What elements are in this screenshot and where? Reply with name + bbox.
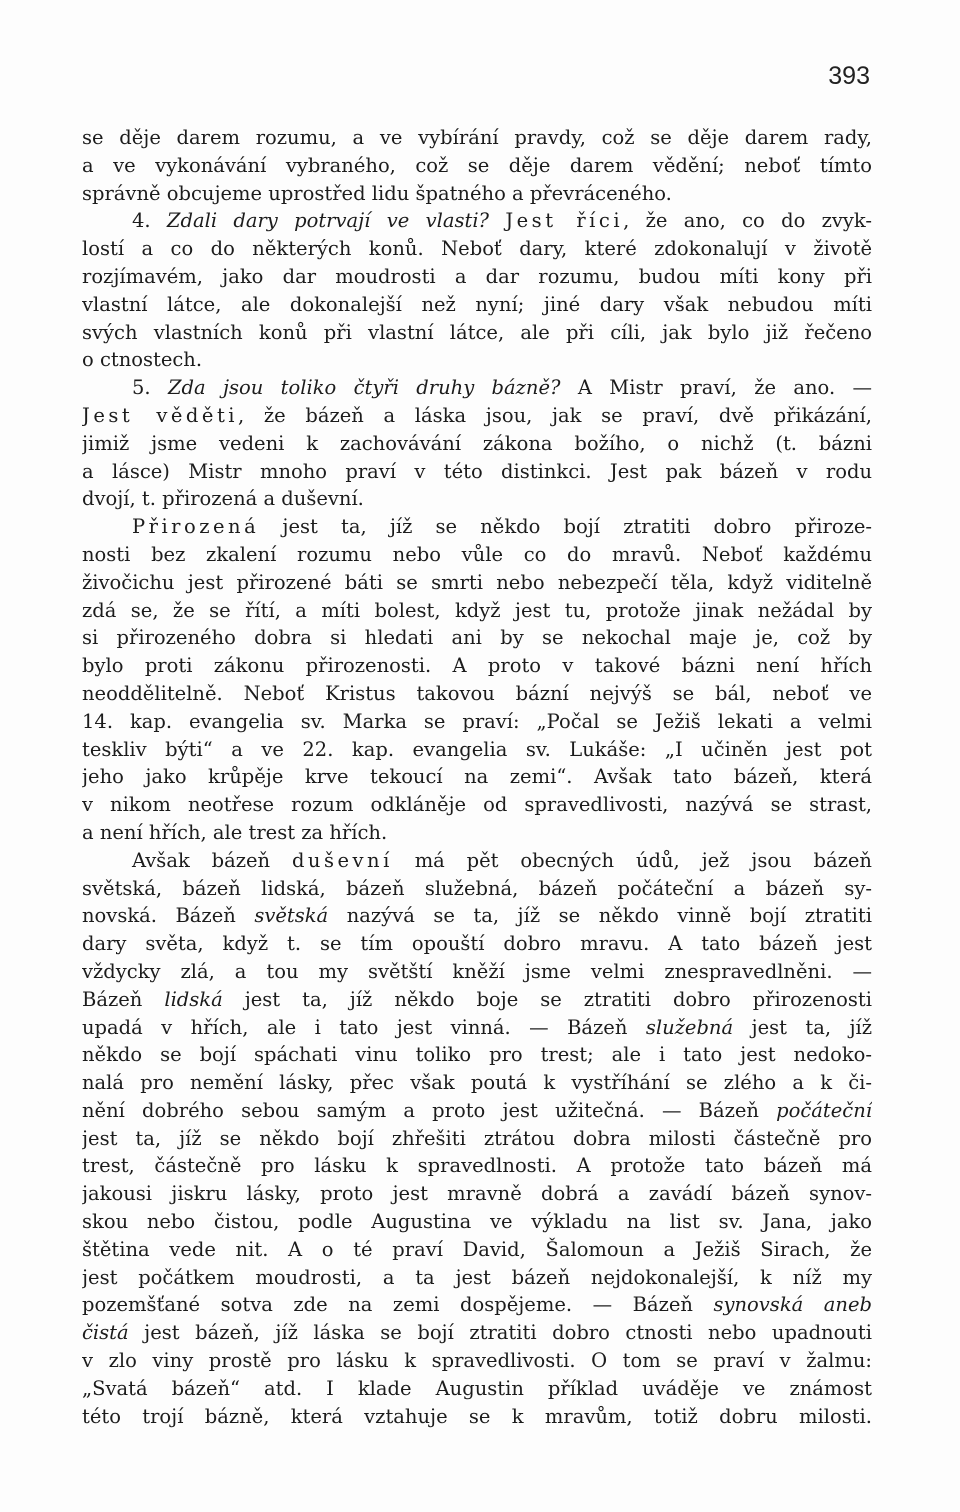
text-line <box>82 791 872 819</box>
italic-text: čistá <box>82 1321 129 1345</box>
text-line <box>82 1264 872 1292</box>
text-run: lostí a co do některých konů. Neboť dary, které zdokonalují v životě <box>82 237 872 261</box>
spaced-text: duševní <box>291 848 393 872</box>
text-run: štětina vede nit. A o té praví David, Šalomoun a Ježiš Sirach, že <box>82 1237 872 1261</box>
text-run: vždycky zlá, a tou my světští kněží jsme velmi znespravedlněni. — <box>82 959 872 983</box>
text-run: nosti bez zkalení rozumu nebo vůle co do mravů. Neboť každému <box>82 542 872 566</box>
text-run: rozjímavém, jako dar moudrosti a dar rozumu, budou míti kony při <box>82 264 872 288</box>
text-run: o ctnostech. <box>82 348 203 372</box>
text-line <box>82 1014 872 1042</box>
text-line <box>82 597 872 625</box>
page-number: 393 <box>828 62 870 90</box>
text-run: jest bázeň, jíž láska se bojí ztratiti dobro ctnosti nebo upadnouti <box>128 1321 872 1345</box>
italic-text: služebná <box>645 1015 734 1039</box>
text-line <box>82 1152 872 1180</box>
text-line <box>82 958 872 986</box>
text-run: , že bázeň a láska jsou, jak se praví, dvě přikázání, <box>238 403 872 427</box>
text-line <box>82 458 872 486</box>
body-text <box>82 124 872 1430</box>
text-run: upadá v hřích, ale i tato jest vinná. — Bázeň <box>82 1015 646 1039</box>
text-run: trest, částečně pro lásku k spravedlnosti. A protože tato bázeň má <box>82 1154 872 1178</box>
text-run: 5. <box>132 376 168 400</box>
text-run: jest ta, jíž se někdo bojí zhřešiti ztrátou dobra milosti částečně pro <box>82 1126 872 1150</box>
text-run: jeho jako krůpěje krve tekoucí na zemi“. Avšak tato bázeň, která <box>82 765 872 789</box>
text-line <box>82 402 872 430</box>
text-run: teskliv býti“ a ve 22. kap. evangelia sv. Lukáše: „I učiněn jest pot <box>82 737 872 761</box>
text-line <box>82 1347 872 1375</box>
italic-text: Zda jsou toliko čtyři druhy bázně? <box>167 376 561 400</box>
text-run: , že ano, co do zvyk- <box>623 209 872 233</box>
text-run: A Mistr praví, že ano. — <box>560 376 872 400</box>
text-run: v nikom neotřese rozum odkláněje od spravedlivosti, nazývá se strast, <box>82 793 872 817</box>
text-run: bylo proti zákonu přirozenosti. A proto v takové bázni není hřích <box>82 654 872 678</box>
text-line <box>82 1403 872 1431</box>
text-run: Bázeň <box>82 987 165 1011</box>
text-run: jest ta, jíž <box>733 1015 872 1039</box>
italic-text: světská <box>254 904 329 928</box>
text-run: se děje darem rozumu, a ve vybírání pravdy, což se děje darem rady, <box>82 126 872 149</box>
text-run: a není hřích, ale trest za hřích. <box>82 820 388 844</box>
text-line <box>82 263 872 291</box>
text-run: pozemšťané sotva zde na zemi dospějeme. — Bázeň <box>82 1293 714 1317</box>
text-line <box>82 1208 872 1236</box>
text-run: dary světa, když t. se tím opouští dobro mravu. A tato bázeň jest <box>82 932 872 956</box>
text-run: nazývá se ta, jíž se někdo vinně bojí ztratiti <box>328 904 872 928</box>
text-line <box>82 1097 872 1125</box>
text-run: „Svatá bázeň“ atd. I klade Augustin příklad uváděje ve známost <box>82 1376 872 1400</box>
spaced-text: Jest říci <box>505 209 624 233</box>
text-line <box>82 319 872 347</box>
text-run: skou nebo čistou, podle Augustina ve výkladu na list sv. Jana, jako <box>82 1210 872 1234</box>
italic-text: Zdali dary potrvají ve vlasti? <box>166 209 490 233</box>
text-run: vlastní látce, ale dokonalejší než nyní; jiné dary však nebudou míti <box>82 292 872 316</box>
text-line <box>82 875 872 903</box>
text-run: svých vlastních konů při vlastní látce, ale při cíli, jak bylo již řečeno <box>82 320 872 344</box>
text-run: Avšak bázeň <box>132 848 292 872</box>
italic-text: lidská <box>164 987 223 1011</box>
text-line <box>82 180 872 208</box>
text-run: a ve vykonávání vybraného, což se děje darem vědění; neboť tímto <box>82 153 872 177</box>
italic-text: synovská aneb <box>713 1293 872 1317</box>
text-line <box>82 1236 872 1264</box>
text-run: jakousi jiskru lásky, proto jest mravně dobrá a zavádí bázeň synov- <box>82 1182 872 1206</box>
text-line <box>82 763 872 791</box>
text-run: 4. <box>132 209 167 233</box>
text-line <box>82 1041 872 1069</box>
text-line <box>82 652 872 680</box>
text-run: živočichu jest přirozené báti se smrti nebo nebezpečí těla, když viditelně <box>82 570 872 594</box>
text-run: novská. Bázeň <box>82 904 255 928</box>
text-run: zdá se, že se řítí, a míti bolest, když jest tu, protože jinak nežádal by <box>82 598 872 622</box>
text-line <box>82 291 872 319</box>
text-line <box>82 680 872 708</box>
text-line <box>82 207 872 235</box>
text-line <box>82 346 872 374</box>
text-line <box>82 513 872 541</box>
text-run: dvojí, t. přirozená a duševní. <box>82 487 364 511</box>
text-line <box>82 569 872 597</box>
text-run: jest ta, jíž někdo boje se ztratiti dobro přirozenosti <box>222 987 872 1011</box>
text-run: jimiž jsme vedeni k zachovávání zákona božího, o nichž (t. bázni <box>82 431 872 455</box>
text-run: nalá pro nemění lásky, přec však poutá k vystříhání se zlého a k či- <box>82 1071 872 1095</box>
text-run: někdo se bojí spáchati vinu toliko pro trest; ale i tato jest nedoko- <box>82 1043 872 1067</box>
text-line <box>82 819 872 847</box>
text-run <box>489 209 505 232</box>
text-run: 14. kap. evangelia sv. Marka se praví: „Počal se Ježiš lekati a velmi <box>82 709 872 733</box>
text-line <box>82 1291 872 1319</box>
text-run: správně obcujeme uprostřed lidu špatného a převráceného. <box>82 181 672 205</box>
text-line <box>82 930 872 958</box>
text-line <box>82 485 872 513</box>
text-run: této trojí bázně, která vztahuje se k mravům, totiž dobru milosti. <box>82 1404 872 1428</box>
text-line <box>82 986 872 1014</box>
text-run: neoddělitelně. Neboť Kristus takovou bázní nejvýš se bál, neboť ve <box>82 681 872 705</box>
text-run: a lásce) Mistr mnoho praví v této distinkci. Jest pak bázeň v rodu <box>82 459 872 483</box>
italic-text: počáteční <box>776 1098 872 1122</box>
text-line <box>82 1069 872 1097</box>
text-line <box>82 541 872 569</box>
text-line <box>82 235 872 263</box>
spaced-text: Přirozená <box>132 515 260 539</box>
text-line <box>82 1125 872 1153</box>
text-run: jest ta, jíž se někdo bojí ztratiti dobro přiroze- <box>259 515 872 539</box>
text-line <box>82 902 872 930</box>
text-line <box>82 430 872 458</box>
text-line <box>82 1180 872 1208</box>
text-run: nění dobrého sebou samým a proto jest užitečná. — Bázeň <box>82 1098 777 1122</box>
text-run: v zlo viny prostě pro lásku k spravedlivosti. O tom se praví v žalmu: <box>82 1349 872 1373</box>
text-line <box>82 708 872 736</box>
spaced-text: Jest věděti <box>82 403 239 427</box>
text-line <box>82 624 872 652</box>
text-line <box>82 374 872 402</box>
text-run: světská, bázeň lidská, bázeň služebná, bázeň počáteční a bázeň sy- <box>82 876 872 900</box>
text-run: si přirozeného dobra si hledati ani by se nekochal maje je, což by <box>82 626 872 650</box>
text-line <box>82 152 872 180</box>
text-line <box>82 1319 872 1347</box>
text-line <box>82 124 872 152</box>
text-run: má pět obecných údů, jež jsou bázeň <box>392 848 872 872</box>
text-line <box>82 847 872 875</box>
text-line <box>82 736 872 764</box>
text-line <box>82 1375 872 1403</box>
text-run: jest počátkem moudrosti, a ta jest bázeň nejdokonalejší, k níž my <box>82 1265 872 1289</box>
